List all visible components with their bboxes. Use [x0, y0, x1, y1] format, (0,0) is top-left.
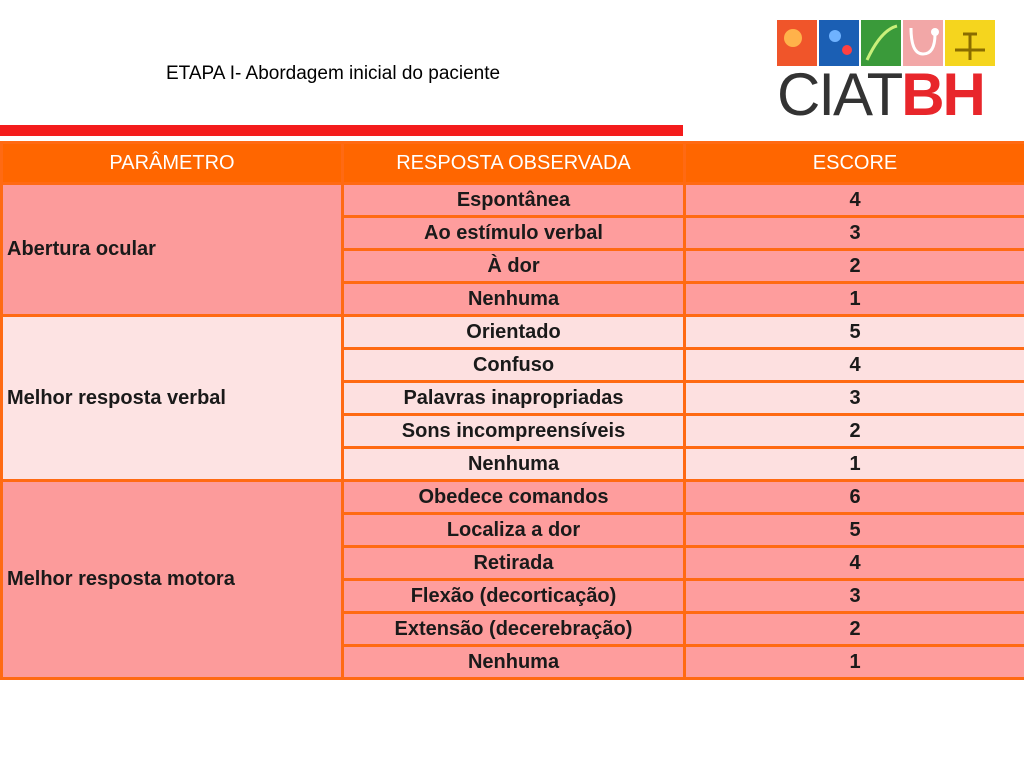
response-cell: Espontânea: [343, 184, 685, 217]
table-row: [2, 184, 1024, 217]
score-cell: 5: [685, 316, 1024, 349]
response-cell: Nenhuma: [343, 283, 685, 316]
response-cell: Orientado: [343, 316, 685, 349]
logo-text-ciat: CIAT: [777, 61, 902, 128]
score-cell: 2: [685, 415, 1024, 448]
column-header-escore: ESCORE: [685, 143, 1024, 184]
response-cell: À dor: [343, 250, 685, 283]
score-cell: 2: [685, 613, 1024, 646]
score-cell: 6: [685, 481, 1024, 514]
column-header-resposta: RESPOSTA OBSERVADA: [343, 143, 685, 184]
score-cell: 3: [685, 217, 1024, 250]
response-cell: Nenhuma: [343, 448, 685, 481]
table-row: [2, 481, 1024, 514]
table-header-row: [2, 143, 1024, 184]
score-cell: 3: [685, 580, 1024, 613]
parameter-cell: Abertura ocular: [2, 184, 343, 316]
score-cell: 3: [685, 382, 1024, 415]
response-cell: Palavras inapropriadas: [343, 382, 685, 415]
response-cell: Extensão (decerebração): [343, 613, 685, 646]
response-cell: Retirada: [343, 547, 685, 580]
logo-wordmark: [777, 61, 984, 128]
score-cell: 5: [685, 514, 1024, 547]
response-cell: Sons incompreensíveis: [343, 415, 685, 448]
table-row: [2, 316, 1024, 349]
score-cell: 2: [685, 250, 1024, 283]
glasgow-scale-table: [0, 141, 1024, 680]
group-melhor-resposta-verbal: [2, 316, 1024, 481]
page-title: ETAPA I- Abordagem inicial do paciente: [166, 63, 501, 84]
response-cell: Obedece comandos: [343, 481, 685, 514]
score-cell: 1: [685, 283, 1024, 316]
score-cell: 1: [685, 448, 1024, 481]
score-cell: 4: [685, 184, 1024, 217]
score-cell: 4: [685, 547, 1024, 580]
group-abertura-ocular: [2, 184, 1024, 316]
response-cell: Localiza a dor: [343, 514, 685, 547]
response-cell: Ao estímulo verbal: [343, 217, 685, 250]
parameter-cell: Melhor resposta verbal: [2, 316, 343, 481]
logo-icon-strip: [777, 20, 995, 66]
response-cell: Flexão (decorticação): [343, 580, 685, 613]
response-cell: Confuso: [343, 349, 685, 382]
response-cell: Nenhuma: [343, 646, 685, 679]
score-cell: 1: [685, 646, 1024, 679]
ciatbh-logo: [777, 20, 995, 128]
score-cell: 4: [685, 349, 1024, 382]
accent-divider-bar: [0, 125, 683, 136]
parameter-cell: Melhor resposta motora: [2, 481, 343, 679]
logo-text-bh: BH: [901, 61, 984, 128]
group-melhor-resposta-motora: [2, 481, 1024, 679]
column-header-parametro: PARÂMETRO: [2, 143, 343, 184]
